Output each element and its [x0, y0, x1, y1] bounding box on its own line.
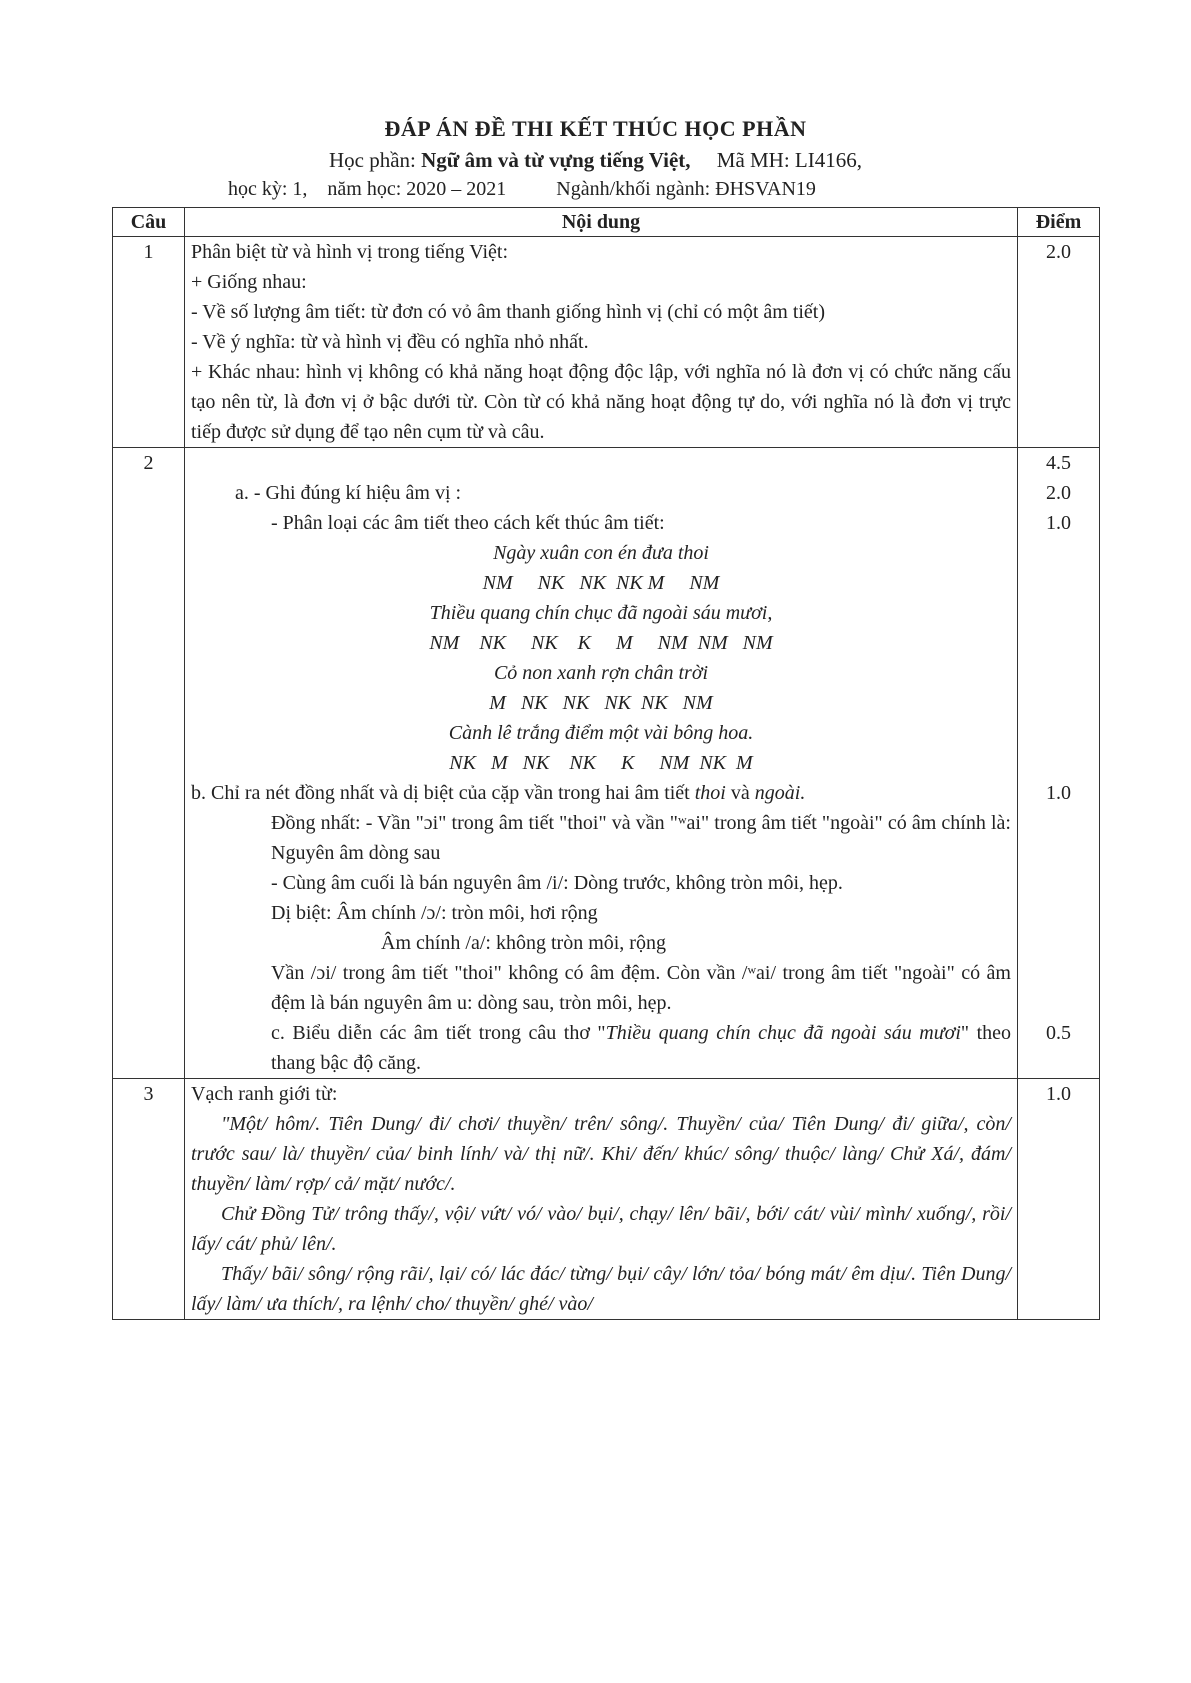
question-content — [185, 448, 1018, 1079]
points-a1: 2.0 — [1046, 482, 1071, 504]
points-a2: 1.0 — [1046, 512, 1071, 534]
table-row — [113, 237, 1100, 448]
header-question: Câu — [113, 208, 185, 237]
table-row — [113, 1079, 1100, 1320]
table-row — [113, 448, 1100, 1079]
content-line — [191, 778, 1011, 808]
question-content — [185, 1079, 1018, 1320]
question-number: 3 — [113, 1079, 185, 1320]
subject-prefix: Học phần: — [328, 148, 422, 172]
document-title: ĐÁP ÁN ĐỀ THI KẾT THÚC HỌC PHẦN — [384, 116, 807, 141]
points-c: 0.5 — [1046, 1022, 1071, 1044]
poem-classification: NK M NK NK K NM NK M — [449, 752, 753, 774]
table-header-row — [113, 208, 1100, 237]
content-line: Vạch ranh giới từ: — [191, 1083, 338, 1105]
poem-line: Ngày xuân con én đưa thoi — [493, 542, 709, 564]
points-b: 1.0 — [1046, 782, 1071, 804]
word-ngoai: ngoài. — [754, 782, 806, 804]
content-line — [191, 1018, 1011, 1078]
content-line: - Về ý nghĩa: từ và hình vị đều có nghĩa nhỏ nhất. — [191, 331, 589, 353]
content-line: + Khác nhau: hình vị không có khả năng hoạt động độc lập, với nghĩa nó là đơn vị có chức năng cấu tạo nên từ, là đơn vị ở bậc dưới từ. Còn từ có khả năng hoạt động tự do, với nghĩa nó là đơn vị trực tiếp được sử dụng để tạo nên cụm từ và câu. — [191, 361, 1011, 443]
poem-classification: NM NK NK NK M NM — [482, 572, 720, 594]
header-points: Điểm — [1018, 208, 1100, 237]
poem-classification: NM NK NK K M NM NM NM — [429, 632, 773, 654]
content-line: Dị biệt: Âm chính /ɔ/: tròn môi, hơi rộng — [271, 902, 598, 924]
content-line: Đồng nhất: - Vần "ɔi" trong âm tiết "thoi" và vần "ʷai" trong âm tiết "ngoài" có âm chính là: Nguyên âm dòng sau — [271, 812, 1011, 864]
question-points: 1.0 — [1018, 1079, 1100, 1320]
content-line: - Phân loại các âm tiết theo cách kết thúc âm tiết: — [271, 512, 665, 534]
content-line: - Cùng âm cuối là bán nguyên âm /i/: Dòng trước, không tròn môi, hẹp. — [271, 872, 843, 894]
word-thoi: thoi — [694, 782, 726, 804]
question-number: 2 — [113, 448, 185, 1079]
content-line: a. - Ghi đúng kí hiệu âm vị : — [235, 482, 462, 504]
header-content: Nội dung — [185, 208, 1018, 237]
poem-classification: M NK NK NK NK NM — [489, 692, 713, 714]
content-line: - Về số lượng âm tiết: từ đơn có vỏ âm thanh giống hình vị (chỉ có một âm tiết) — [191, 301, 826, 323]
poem-line: Thiều quang chín chục đã ngoài sáu mươi, — [429, 602, 773, 624]
part-b-intro: b. Chỉ ra nét đồng nhất và dị biệt của cặp vần trong hai âm tiết — [191, 782, 695, 804]
question-number: 1 — [113, 237, 185, 448]
content-line: Phân biệt từ và hình vị trong tiếng Việt: — [191, 241, 509, 263]
part-c-intro: c. Biểu diễn các âm tiết trong câu thơ " — [271, 1022, 606, 1044]
question-points — [1018, 448, 1100, 1079]
word-boundary-paragraph: "Một/ hôm/. Tiên Dung/ đi/ chơi/ thuyền/ trên/ sông/. Thuyền/ của/ Tiên Dung/ đi/ giữa/, còn/ trước sau/ là/ thuyền/ của/ binh lính/ và/ thị nữ/. Khi/ đến/ khúc/ sông/ thuộc/ làng/ Chử Xá/, đám/ thuyền/ làm/ rợp/ cả/ mặt/ nước/. — [191, 1113, 1011, 1195]
points-total: 4.5 — [1046, 452, 1071, 474]
word-boundary-paragraph: Chử Đồng Tử/ trông thấy/, vội/ vứt/ vó/ vào/ bụi/, chạy/ lên/ bãi/, bới/ cát/ vùi/ mình/ xuống/, rồi/ lấy/ cát/ phủ/ lên/. — [191, 1203, 1011, 1255]
course-code: Mã MH: LI4166, — [716, 148, 863, 172]
content-line: Âm chính /a/: không tròn môi, rộng — [381, 932, 666, 954]
word-boundary-paragraph: Thấy/ bãi/ sông/ rộng rãi/, lại/ có/ lác đác/ từng/ bụi/ cây/ lớn/ tỏa/ bóng mát/ êm dịu/. Tiên Dung/ lấy/ làm/ ưa thích/, ra lệnh/ cho/ thuyền/ ghé/ vào/ — [191, 1263, 1011, 1315]
term-line: học kỳ: 1, năm học: 2020 – 2021 Ngành/khối ngành: ĐHSVAN19 — [228, 178, 816, 200]
content-line: Vần /ɔi/ trong âm tiết "thoi" không có âm đệm. Còn vần /ʷai/ trong âm tiết "ngoài" có âm đệm là bán nguyên âm u: dòng sau, tròn môi, hẹp. — [271, 962, 1011, 1014]
conjunction: và — [725, 782, 755, 804]
part-c-quote: Thiều quang chín chục đã ngoài sáu mươi — [605, 1022, 961, 1044]
question-content — [185, 237, 1018, 448]
part-c-end: " theo thang bậc độ căng. — [271, 1022, 1012, 1074]
subject-line — [0, 148, 1191, 173]
poem-line: Cỏ non xanh rợn chân trời — [493, 662, 709, 684]
poem-line: Cành lê trắng điểm một vài bông hoa. — [448, 722, 754, 744]
content-line: + Giống nhau: — [191, 271, 307, 293]
subject-name: Ngữ âm và từ vựng tiếng Việt, — [421, 148, 691, 172]
question-points: 2.0 — [1018, 237, 1100, 448]
answer-table — [112, 207, 1100, 1320]
